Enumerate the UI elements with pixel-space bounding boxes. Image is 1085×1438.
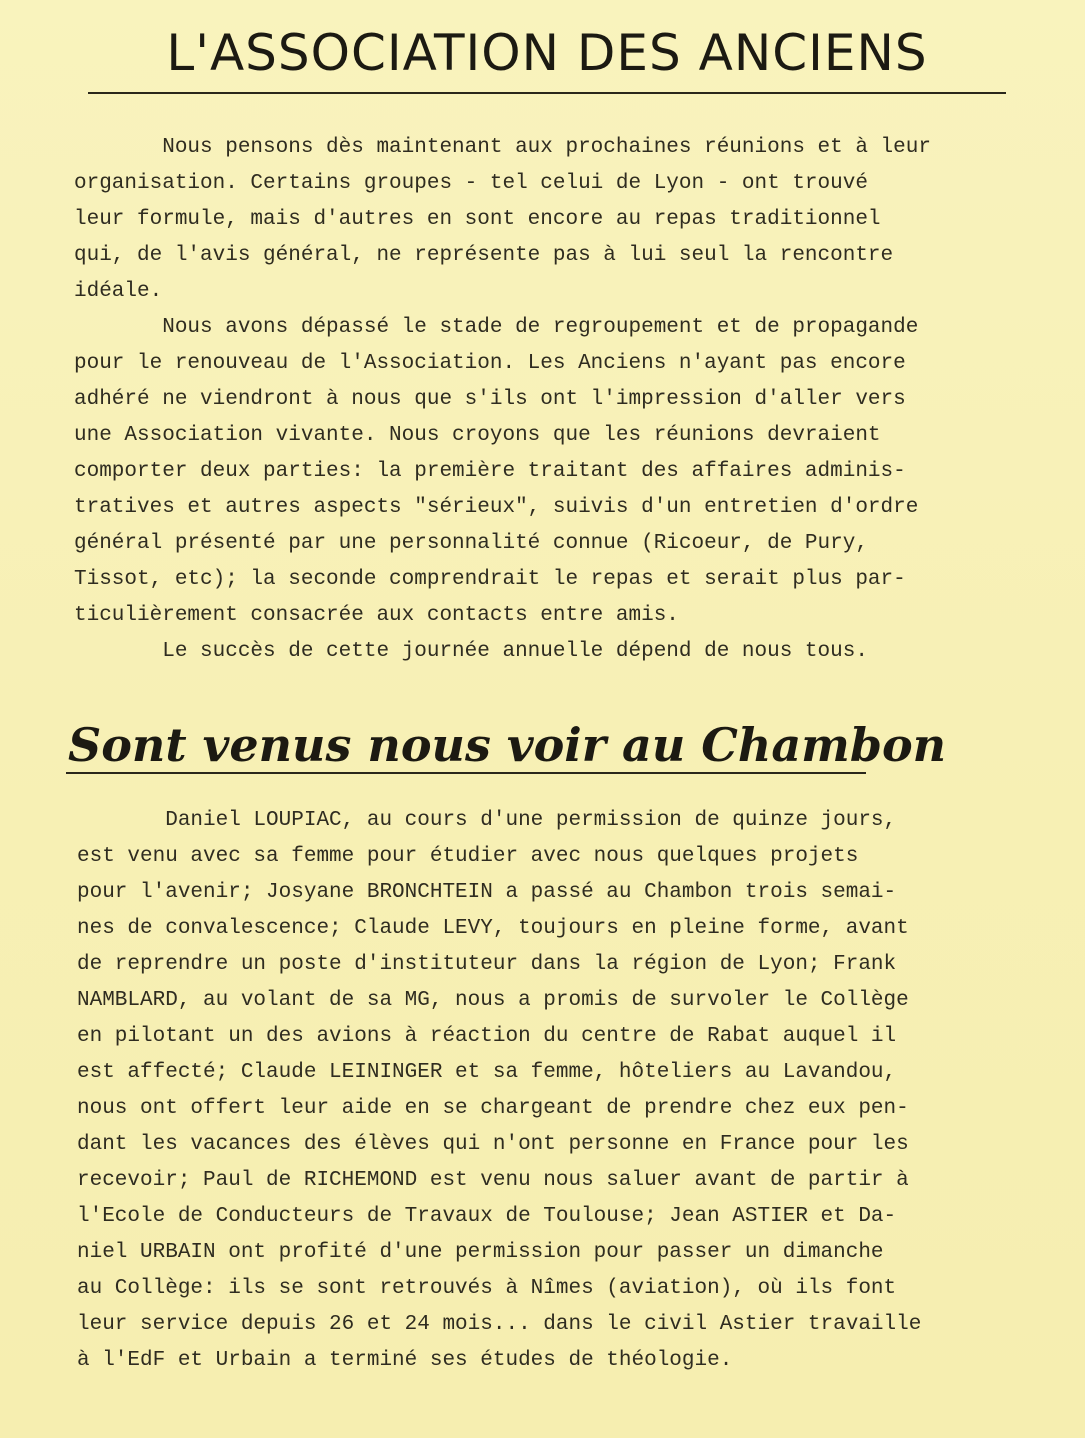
text-line: dant les vacances des élèves qui n'ont personne en France pour les [77,1133,909,1156]
text-line: recevoir; Paul de RICHEMOND est venu nous saluer avant de partir à [77,1169,909,1192]
text-line: adhéré ne viendront à nous que s'ils ont l'impression d'aller vers [74,388,906,411]
text-line: ticulièrement consacrée aux contacts entre amis. [74,604,679,627]
text-line: idéale. [74,280,163,303]
text-line: à l'EdF et Urbain a terminé ses études de théologie. [77,1349,733,1372]
text-line: tratives et autres aspects "sérieux", suivis d'un entretien d'ordre [74,496,919,519]
text-line: leur formule, mais d'autres en sont encore au repas traditionnel [74,208,881,231]
text-line: l'Ecole de Conducteurs de Travaux de Toulouse; Jean ASTIER et Da- [77,1205,897,1228]
text-line: Tissot, etc); la seconde comprendrait le repas et serait plus par- [74,568,906,591]
text-line: nes de convalescence; Claude LEVY, toujours en pleine forme, avant [77,917,909,940]
text-line: en pilotant un des avions à réaction du centre de Rabat auquel il [77,1025,897,1048]
text-line: qui, de l'avis général, ne représente pas à lui seul la rencontre [74,244,894,267]
section-2-underline [66,772,866,774]
text-line: Nous pensons dès maintenant aux prochaines réunions et à leur [74,136,931,159]
text-line: est venu avec sa femme pour étudier avec nous quelques projets [77,845,859,868]
text-line: organisation. Certains groupes - tel celui de Lyon - ont trouvé [74,172,868,195]
text-line: leur service depuis 26 et 24 mois... dans le civil Astier travaille [77,1313,922,1336]
text-line: niel URBAIN ont profité d'une permission pour passer un dimanche [77,1241,884,1264]
text-line: pour le renouveau de l'Association. Les Anciens n'ayant pas encore [74,352,906,375]
text-line: général présenté par une personnalité connue (Ricoeur, de Pury, [74,532,868,555]
text-line: est affecté; Claude LEININGER et sa femme, hôteliers au Lavandou, [77,1061,897,1084]
text-line: au Collège: ils se sont retrouvés à Nîmes (aviation), où ils font [77,1277,897,1300]
text-line: une Association vivante. Nous croyons que les réunions devraient [74,424,881,447]
text-line: Daniel LOUPIAC, au cours d'une permission de quinze jours, [77,809,897,832]
text-line: comporter deux parties: la première traitant des affaires adminis- [74,460,906,483]
text-line: Nous avons dépassé le stade de regroupement et de propagande [74,316,919,339]
text-line: de reprendre un poste d'instituteur dans la région de Lyon; Frank [77,953,897,976]
main-title: L'ASSOCIATION DES ANCIENS [166,24,928,82]
text-line: nous ont offert leur aide en se chargeant de prendre chez eux pen- [77,1097,909,1120]
text-line: NAMBLARD, au volant de sa MG, nous a promis de survoler le Collège [77,989,909,1012]
text-line: Le succès de cette journée annuelle dépend de nous tous. [74,640,868,663]
title-underline [88,92,1006,94]
section-2-title: Sont venus nous voir au Chambon [68,718,947,772]
text-line: pour l'avenir; Josyane BRONCHTEIN a passé au Chambon trois semai- [77,881,897,904]
